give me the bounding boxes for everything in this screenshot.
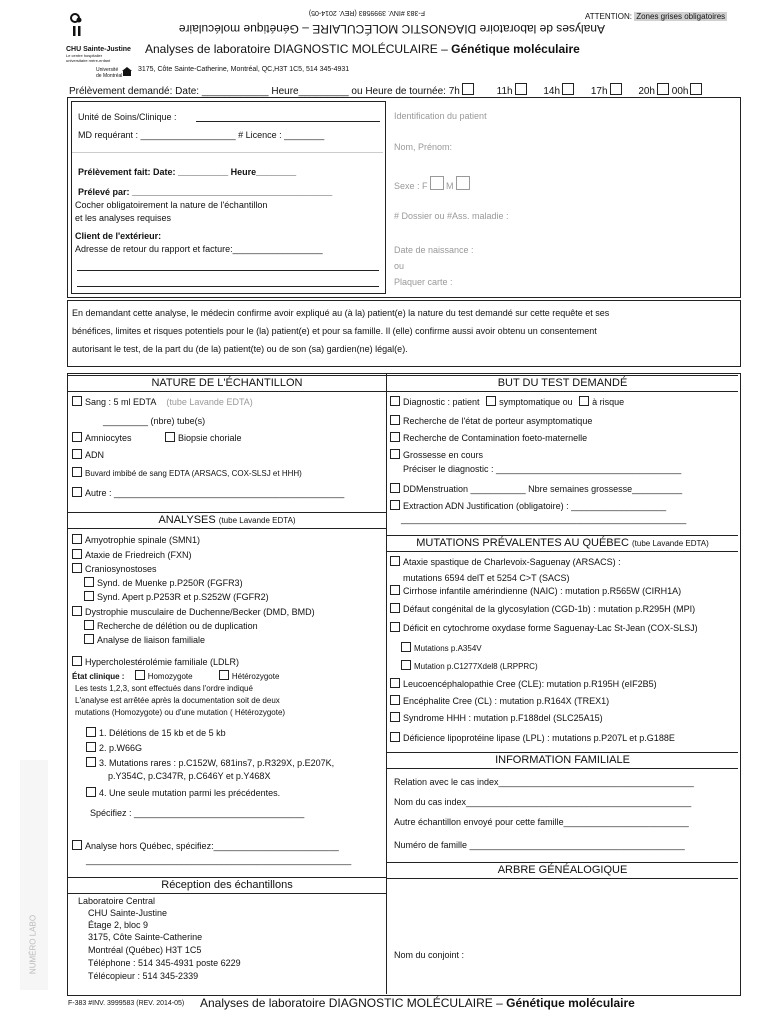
ldlr-test-3b: p.Y354C, p.C347R, p.C646Y et p.Y468X <box>108 771 271 781</box>
tube-count-field[interactable]: _________ (nbre) tube(s) <box>103 416 206 426</box>
checkbox-icon[interactable] <box>84 634 94 644</box>
reception-line-2: CHU Sainte-Justine <box>88 908 168 918</box>
time-17h-checkbox[interactable] <box>610 83 622 95</box>
md-label[interactable]: MD requérant : ___________________ # Licence : ________ <box>78 130 325 140</box>
checkbox-icon[interactable] <box>72 467 82 477</box>
checkbox-icon[interactable] <box>84 591 94 601</box>
amniocytes-option[interactable]: Amniocytes <box>72 432 132 444</box>
checkbox-icon[interactable] <box>390 712 400 722</box>
checkbox-icon[interactable] <box>390 585 400 595</box>
consent-line-1: En demandant cette analyse, le médecin confirme avoir expliqué au (à la) patient(e) la nature du test demandé sur cette requête et ses <box>72 308 610 318</box>
time-00h-checkbox[interactable] <box>690 83 702 95</box>
mirrored-header <box>145 6 605 40</box>
specify-field[interactable]: Spécifiez : __________________________________ <box>90 808 305 818</box>
plate-card-label[interactable]: Plaquer carte : <box>394 277 453 287</box>
analysis-fxn-option[interactable]: Ataxie de Friedreich (FXN) <box>72 549 192 561</box>
ldlr-option[interactable]: Hypercholestérolémie familiale (LDLR) <box>72 656 239 668</box>
mirror-code: F-383 #INV. 3999583 (REV. 2014-05) <box>308 9 425 16</box>
hospital-tagline: Le centre hospitalier universitaire mère-enfant <box>66 53 111 63</box>
consent-line-3: autorisant le test, de la part du (de la) patient(te) ou de son (sa) gardien(ne) légal(e). <box>72 344 408 354</box>
reception-line-4: 3175, Côte Sainte-Catherine <box>88 932 203 942</box>
time-20h-checkbox[interactable] <box>657 83 669 95</box>
checkbox-icon[interactable] <box>72 549 82 559</box>
checkbox-icon[interactable] <box>86 787 96 797</box>
specify-diagnosis-field[interactable]: Préciser le diagnostic : _____________________________________ <box>403 464 682 474</box>
checkbox-icon[interactable] <box>86 727 96 737</box>
outside-quebec-option[interactable]: Analyse hors Québec, spécifiez:_________________________ <box>72 840 339 852</box>
sex-m-checkbox[interactable] <box>456 176 470 190</box>
reception-line-1: Laboratoire Central <box>78 896 156 906</box>
ldlr-test-1[interactable]: 1. Délétions de 15 kb et de 5 kb <box>86 727 226 739</box>
quebec-mutations-header: MUTATIONS PRÉVALENTES AU QUÉBEC (tube Lavande EDTA) <box>387 535 738 552</box>
ldlr-note-1: Les tests 1,2,3, sont effectués dans l'ordre indiqué <box>75 684 253 693</box>
time-14h-checkbox[interactable] <box>562 83 574 95</box>
reception-line-5: Montréal (Québec) H3T 1C5 <box>88 945 202 955</box>
checkbox-icon[interactable] <box>390 432 400 442</box>
arsacs-option[interactable]: Ataxie spastique de Charlevoix-Saguenay (ARSACS) : <box>390 556 621 568</box>
return-address-line-2[interactable] <box>77 286 379 287</box>
extraction-option[interactable]: Extraction ADN Justification (obligatoire) : ___________________ <box>390 500 666 512</box>
checkbox-icon[interactable] <box>86 757 96 767</box>
checkbox-icon[interactable] <box>72 840 82 850</box>
lab-number-label: NUMÉRO LABO <box>28 914 38 975</box>
family-tree-header: ARBRE GÉNÉALOGIQUE <box>387 862 738 879</box>
family-number-field[interactable]: Numéro de famille ___________________________________________ <box>394 840 685 850</box>
attention-highlight: Zones grises obligatoires <box>636 12 726 21</box>
checkbox-icon[interactable] <box>390 500 400 510</box>
analysis-cranio-option[interactable]: Craniosynostoses <box>72 563 157 575</box>
mandatory-note-2: et les analyses requises <box>75 213 172 223</box>
extraction-justification-line[interactable]: _________________________________________________________ <box>401 514 687 524</box>
gray-separator <box>72 152 383 153</box>
mandatory-note-1: Cocher obligatoirement la nature de l'échantillon <box>75 200 268 210</box>
family-info-header: INFORMATION FAMILIALE <box>387 752 738 769</box>
symptomatic-checkbox[interactable] <box>486 396 496 406</box>
cle-option[interactable]: Leucoencéphalopathie Cree (CLE): mutation p.R195H (eIF2B5) <box>390 678 657 690</box>
diagnostic-option[interactable]: Diagnostic : patient symptomatique ou à risque <box>390 396 624 408</box>
form-title: Analyses de laboratoire DIAGNOSTIC MOLÉCULAIRE – Génétique moléculaire <box>145 42 580 56</box>
analysis-smn1-option[interactable]: Amyotrophie spinale (SMN1) <box>72 534 200 546</box>
attention-notice: ATTENTION: Zones grises obligatoires <box>585 12 726 21</box>
checkbox-icon[interactable] <box>84 577 94 587</box>
ldlr-test-4[interactable]: 4. Une seule mutation parmi les précédentes. <box>86 787 280 799</box>
unit-label: Unité de Soins/Clinique : <box>78 112 177 122</box>
hhh-option[interactable]: Syndrome HHH : mutation p.F188del (SLC25A15) <box>390 712 603 724</box>
mirror-title: Analyses de laboratoire DIAGNOSTIC MOLÉCULAIRE – Génétique moléculaire <box>178 22 605 36</box>
checkbox-icon[interactable] <box>390 732 400 742</box>
checkbox-icon[interactable] <box>390 678 400 688</box>
c1277-option[interactable]: Mutation p.C1277Xdel8 (LRPPRC) <box>401 660 538 672</box>
checkbox-icon[interactable] <box>86 742 96 752</box>
footer-code: F-383 #INV. 3999583 (REV. 2014-05) <box>68 1000 185 1007</box>
checkbox-icon[interactable] <box>390 483 400 493</box>
checkbox-icon[interactable] <box>72 563 82 573</box>
checkbox-icon[interactable] <box>401 642 411 652</box>
checkbox-icon[interactable] <box>72 396 82 406</box>
dmd-option[interactable]: Dystrophie musculaire de Duchenne/Becker (DMD, BMD) <box>72 606 315 618</box>
lpl-option[interactable]: Déficience lipoprotéine lipase (LPL) : mutations p.P207L et p.G188E <box>390 732 675 744</box>
sample-nature-header: NATURE DE L'ÉCHANTILLON <box>68 375 386 392</box>
a354v-option[interactable]: Mutations p.A354V <box>401 642 482 654</box>
checkbox-icon[interactable] <box>72 487 82 497</box>
reception-header: Réception des échantillons <box>68 877 386 894</box>
hospital-name: CHU Sainte-Justine <box>66 46 131 53</box>
at-risk-checkbox[interactable] <box>579 396 589 406</box>
homozygous-checkbox[interactable] <box>135 670 145 680</box>
index-name-field[interactable]: Nom du cas index_____________________________________________ <box>394 797 692 807</box>
column-divider <box>386 373 387 994</box>
ldlr-note-3: mutations (Homozygote) ou d'une mutation ( Hétérozygote) <box>75 708 286 717</box>
family-tree-area[interactable] <box>388 878 737 993</box>
spouse-label[interactable]: Nom du conjoint : <box>394 950 465 960</box>
deletion-option[interactable]: Recherche de délétion ou de duplication <box>84 620 258 632</box>
carrier-option[interactable]: Recherche de l'état de porteur asymptomatique <box>390 415 592 427</box>
external-client-label: Client de l'extérieur: <box>75 231 162 241</box>
cgd-option[interactable]: Défaut congénital de la glycosylation (CGD-1b) : mutation p.R295H (MPI) <box>390 603 695 615</box>
heterozygous-checkbox[interactable] <box>219 670 229 680</box>
checkbox-icon[interactable] <box>390 449 400 459</box>
ddm-option[interactable]: DDMenstruation ___________ Nbre semaines grossesse__________ <box>390 483 682 495</box>
patient-sex-label: Sexe : F M <box>394 176 470 192</box>
ldlr-test-2[interactable]: 2. p.W66G <box>86 742 142 754</box>
pregnancy-option[interactable]: Grossesse en cours <box>390 449 483 461</box>
footer-title: Analyses de laboratoire DIAGNOSTIC MOLÉCULAIRE – Génétique moléculaire <box>200 996 635 1010</box>
reception-line-6: Téléphone : 514 345-4931 poste 6229 <box>88 958 241 968</box>
time-11h-checkbox[interactable] <box>515 83 527 95</box>
reception-line-7: Télécopieur : 514 345-2339 <box>88 971 199 981</box>
checkbox-icon[interactable] <box>72 432 82 442</box>
birth-date-label[interactable]: Date de naissance : <box>394 245 474 255</box>
chorionic-option[interactable]: Biopsie choriale <box>165 432 242 444</box>
sex-f-checkbox[interactable] <box>430 176 444 190</box>
apert-option[interactable]: Synd. Apert p.P253R et p.S252W (FGFR2) <box>84 591 269 603</box>
ldlr-test-3[interactable]: 3. Mutations rares : p.C152W, 681ins7, p.R329X, p.E207K, <box>86 757 334 769</box>
cl-option[interactable]: Encéphalite Cree (CL) : mutation p.R164X (TREX1) <box>390 695 609 707</box>
linkage-option[interactable]: Analyse de liaison familiale <box>84 634 205 646</box>
cox-option[interactable]: Déficit en cytochrome oxydase forme Saguenay-Lac St-Jean (COX-SLSJ) <box>390 622 698 634</box>
outside-quebec-line[interactable]: _____________________________________________________ <box>86 855 352 865</box>
university-name: Université de Montréal <box>96 67 123 79</box>
unit-field[interactable] <box>196 121 380 122</box>
checkbox-icon[interactable] <box>165 432 175 442</box>
ldlr-note-2: L'analyse est arrêtée après la documentation soit de deux <box>75 696 280 705</box>
clinical-state-row: État clinique : Homozygote Hétérozygote <box>72 672 280 681</box>
checkbox-icon[interactable] <box>390 415 400 425</box>
hospital-logo <box>66 12 88 38</box>
return-address-label[interactable]: Adresse de retour du rapport et facture:__________________ <box>75 244 323 254</box>
muenke-option[interactable]: Synd. de Muenke p.P250R (FGFR3) <box>84 577 243 589</box>
patient-id-label: Identification du patient <box>394 111 487 121</box>
other-sample-field[interactable]: Autre échantillon envoyé pour cette famille_________________________ <box>394 817 689 827</box>
blood-edta-option[interactable]: Sang : 5 ml EDTA (tube Lavande EDTA) <box>72 396 253 408</box>
checkbox-icon[interactable] <box>72 656 82 666</box>
checkbox-icon[interactable] <box>390 695 400 705</box>
lab-address: 3175, Côte Sainte-Catherine, Montréal, QC,H3T 1C5, 514 345-4931 <box>138 66 350 73</box>
time-7h-checkbox[interactable] <box>462 83 474 95</box>
relation-field[interactable]: Relation avec le cas index_______________________________________ <box>394 777 694 787</box>
return-address-line-1[interactable] <box>77 270 379 271</box>
checkbox-icon[interactable] <box>390 603 400 613</box>
checkbox-icon[interactable] <box>72 534 82 544</box>
sample-done-label[interactable]: Prélèvement fait: Date: __________ Heure________ <box>78 167 297 177</box>
analyses-header: ANALYSES (tube Lavande EDTA) <box>68 512 386 529</box>
test-purpose-header: BUT DU TEST DEMANDÉ <box>387 375 738 392</box>
consent-line-2: bénéfices, limites et risques potentiels pour le (la) patient(e) et pour sa famille. Il (elle) confirme aussi avoir obtenu un consentement <box>72 326 597 336</box>
other-option[interactable]: Autre : ______________________________________________ <box>72 487 344 499</box>
dna-option[interactable]: ADN <box>72 449 104 461</box>
checkbox-icon[interactable] <box>401 660 411 670</box>
buvard-option[interactable]: Buvard imbibé de sang EDTA (ARSACS, COX-SLSJ et HHH) <box>72 467 302 479</box>
naic-option[interactable]: Cirrhose infantile amérindienne (NAIC) : mutation p.R565W (CIRH1A) <box>390 585 681 597</box>
contamination-option[interactable]: Recherche de Contamination foeto-maternelle <box>390 432 587 444</box>
reception-line-3: Étage 2, bloc 9 <box>88 920 149 930</box>
checkbox-icon[interactable] <box>390 396 400 406</box>
patient-name-label[interactable]: Nom, Prénom: <box>394 142 453 152</box>
checkbox-icon[interactable] <box>84 620 94 630</box>
sample-request-line: Prélèvement demandé: Date: ____________ Heure_________ ou Heure de tournée: 7h 11h 14h 17h 20h 00h <box>69 83 702 98</box>
patient-file-label[interactable]: # Dossier ou #Ass. maladie : <box>394 211 509 221</box>
arsacs-mutations: mutations 6594 delT et 5254 C>T (SACS) <box>403 573 570 583</box>
checkbox-icon[interactable] <box>72 606 82 616</box>
checkbox-icon[interactable] <box>390 622 400 632</box>
sampled-by-label[interactable]: Prélevé par: ________________________________________ <box>78 187 333 197</box>
checkbox-icon[interactable] <box>72 449 82 459</box>
checkbox-icon[interactable] <box>390 556 400 566</box>
or-label: ou <box>394 261 405 271</box>
